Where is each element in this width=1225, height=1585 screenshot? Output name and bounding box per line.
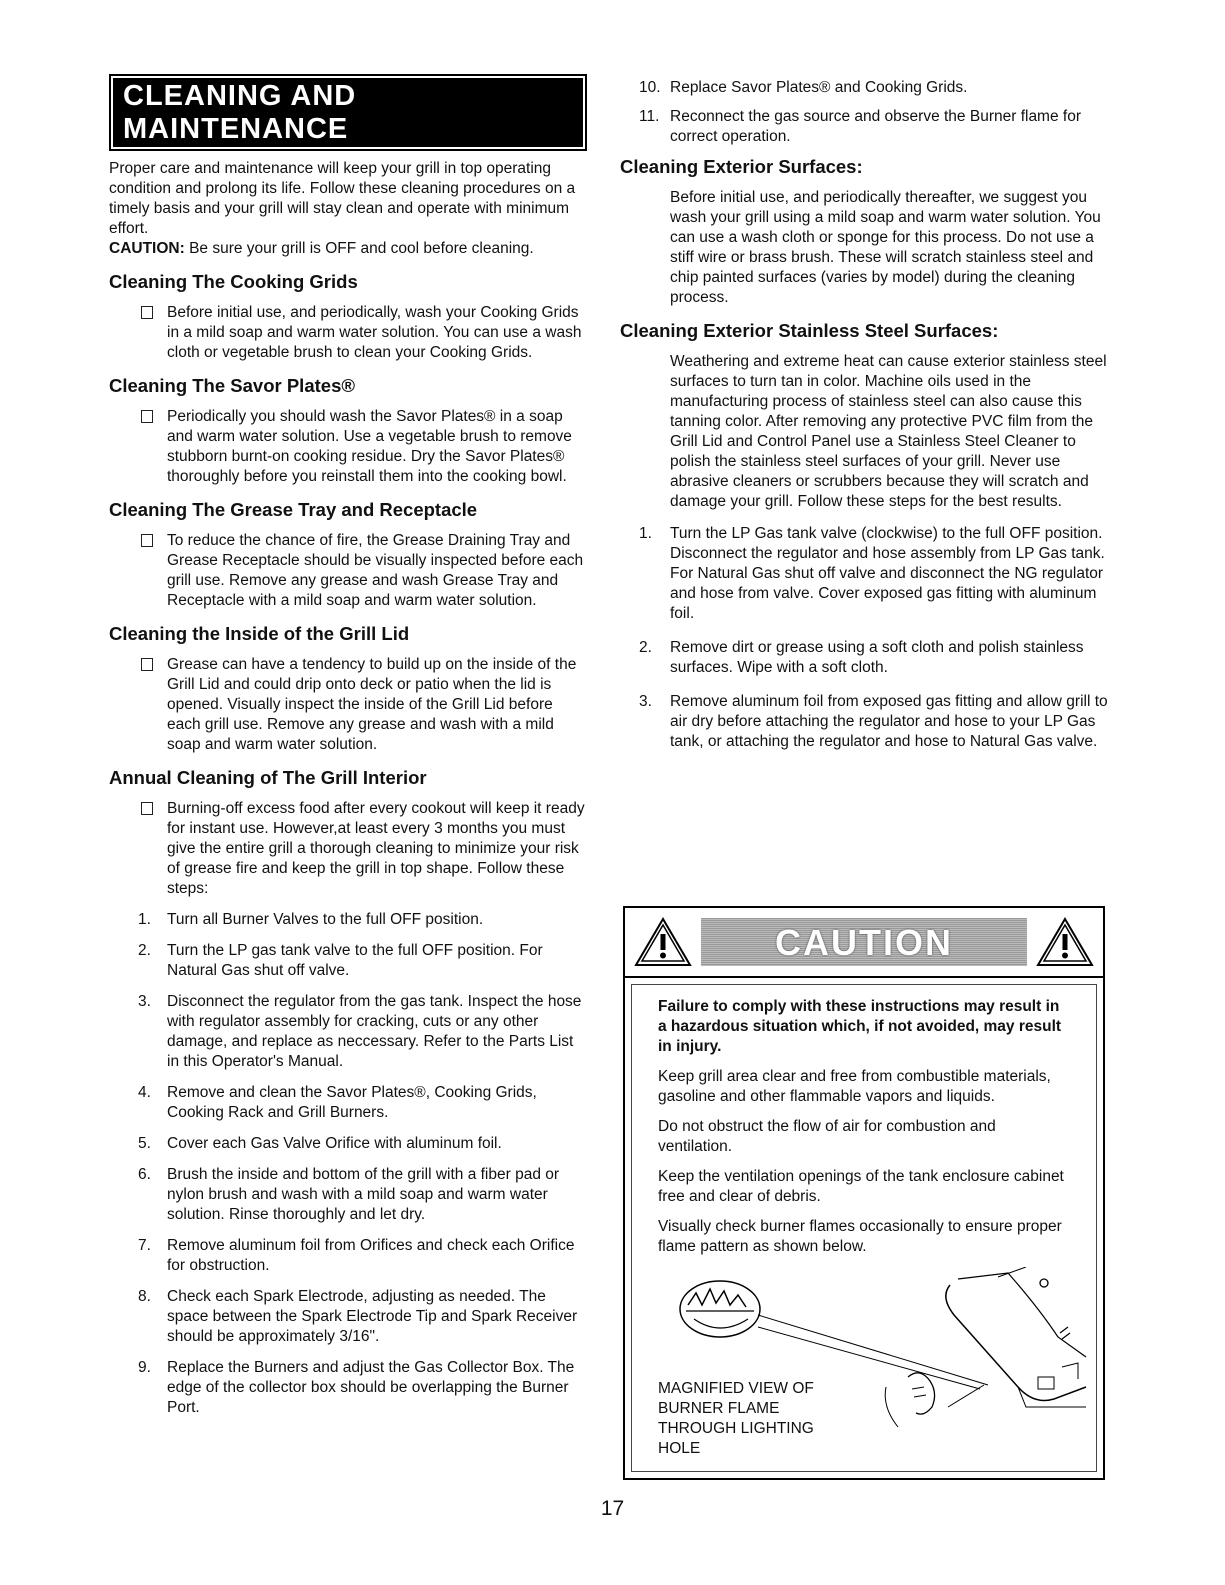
diagram-label: MAGNIFIED VIEW OF BURNER FLAME THROUGH LIGHTING HOLE [658, 1380, 814, 1457]
step-3 [109, 992, 587, 1072]
checkbox-item-annual [109, 799, 587, 899]
checkbox-icon[interactable] [141, 534, 153, 547]
step-6 [109, 1165, 587, 1225]
step-text: Brush the inside and bottom of the grill with a fiber pad or nylon brush and wash with a mild soap and warm water solution. Rinse thoroughly and let dry. [167, 1166, 560, 1223]
checkbox-icon[interactable] [141, 306, 153, 319]
step-number: 7. [138, 1237, 151, 1254]
caution-note [109, 239, 587, 259]
step-number: 5. [138, 1135, 151, 1152]
step-text: Replace Savor Plates® and Cooking Grids. [670, 79, 968, 96]
stainless-text: Weathering and extreme heat can cause exterior stainless steel surfaces to turn tan in color. Machine oils used in the manufacturing process of stainless steel can also cause this tanning color. After removing any protective PVC film from the Grill Lid and Control Panel use a Stainless Steel Cleaner to polish the stainless steel surfaces of your grill. Never use abrasive cleaners or scrubbers because they will scratch and damage your grill. Follow these steps for the best results. [670, 353, 1107, 510]
step-number: 2. [639, 639, 652, 656]
step-7 [109, 1236, 587, 1276]
heading-annual-cleaning: Annual Cleaning of The Grill Interior [109, 767, 427, 788]
burner-flame-diagram [658, 1267, 1070, 1457]
caution-header [625, 908, 1103, 978]
caution-warning: Failure to comply with these instructions may result in a hazardous situation which, if not avoided, may result in injury. [658, 998, 1062, 1055]
heading-exterior-surfaces: Cleaning Exterior Surfaces: [620, 156, 863, 177]
heading-grill-lid: Cleaning the Inside of the Grill Lid [109, 623, 410, 644]
step-number: 10. [639, 79, 661, 96]
page-number: 17 [600, 1497, 625, 1520]
step-text: Disconnect the regulator from the gas tank. Inspect the hose with regulator assembly for cracking, cuts or any other damage, and replace as neccessary. Refer to the Parts List in this Operator's Manual. [167, 993, 582, 1070]
step-text: Check each Spark Electrode, adjusting as needed. The space between the Spark Electrode Tip and Spark Receiver should be approximately 3/16". [167, 1288, 578, 1345]
step-text: Turn the LP gas tank valve to the full OFF position. For Natural Gas shut off valve. [167, 942, 543, 979]
step-text: Remove dirt or grease using a soft cloth and polish stainless surfaces. Wipe with a soft cloth. [670, 639, 1084, 676]
caution-box [623, 906, 1105, 1480]
step-number: 1. [639, 525, 652, 542]
step-8 [109, 1287, 587, 1347]
step-2 [109, 941, 587, 981]
step-number: 11. [639, 108, 660, 125]
caution-paragraph-4: Visually check burner flames occasionally to ensure proper flame pattern as shown below. [658, 1218, 1062, 1255]
step-text: Remove aluminum foil from Orifices and check each Orifice for obstruction. [167, 1237, 575, 1274]
item-text: Grease can have a tendency to build up on the inside of the Grill Lid and could drip onto deck or patio when the lid is opened. Visually inspect the inside of the Grill Lid before each grill use. Remove any grease and wash with a mild soap and warm water solution. [167, 656, 577, 753]
step-text: Reconnect the gas source and observe the Burner flame for correct operation. [670, 108, 1081, 145]
step-number: 4. [138, 1084, 151, 1101]
caution-paragraph-1: Keep grill area clear and free from combustible materials, gasoline and other flammable vapors and liquids. [658, 1068, 1051, 1105]
checkbox-item-lid [109, 655, 587, 755]
step-number: 6. [138, 1166, 151, 1183]
step-5 [109, 1134, 587, 1154]
step-number: 9. [138, 1359, 151, 1376]
section-banner: CLEANING AND MAINTENANCE [109, 74, 587, 151]
step-text: Remove aluminum foil from exposed gas fitting and allow grill to air dry before attaching the regulator and hose to your LP Gas tank, or attaching the regulator and hose to Natural Gas valve. [670, 693, 1108, 750]
caution-note-text: Be sure your grill is OFF and cool before cleaning. [184, 240, 534, 257]
step-number: 2. [138, 942, 151, 959]
step-text: Replace the Burners and adjust the Gas Collector Box. The edge of the collector box should be overlapping the Burner Port. [167, 1359, 575, 1416]
item-text: Before initial use, and periodically, wash your Cooking Grids in a mild soap and warm water solution. You can use a wash cloth or vegetable brush to clean your Cooking Grids. [167, 304, 582, 361]
stainless-step-2 [620, 638, 1108, 678]
stainless-step-1 [620, 524, 1108, 624]
step-text: Turn all Burner Valves to the full OFF position. [167, 911, 484, 928]
step-number: 3. [639, 693, 652, 710]
heading-grease-tray: Cleaning The Grease Tray and Receptacle [109, 499, 478, 520]
heading-savor-plates: Cleaning The Savor Plates® [109, 375, 355, 396]
step-4 [109, 1083, 587, 1123]
item-text: Periodically you should wash the Savor Plates® in a soap and warm water solution. Use a vegetable brush to remove stubborn burnt-on cooking residue. Dry the Savor Plates® thoroughly before you reinstall them into the cooking bowl. [167, 408, 572, 485]
caution-paragraph-3: Keep the ventilation openings of the tank enclosure cabinet free and clear of debris. [658, 1168, 1064, 1205]
checkbox-item-grids [109, 303, 587, 363]
warning-triangle-icon [1035, 916, 1095, 968]
checkbox-item-grease [109, 531, 587, 611]
right-column [620, 78, 1108, 761]
step-text: Remove and clean the Savor Plates®, Cooking Grids, Cooking Rack and Grill Burners. [167, 1084, 537, 1121]
left-column [109, 70, 587, 1429]
step-text: Cover each Gas Valve Orifice with aluminum foil. [167, 1135, 502, 1152]
checkbox-item-savor [109, 407, 587, 487]
checkbox-icon[interactable] [141, 658, 153, 671]
caution-title: CAUTION [775, 922, 953, 963]
caution-paragraph-2: Do not obstruct the flow of air for combustion and ventilation. [658, 1118, 996, 1155]
step-text: Turn the LP Gas tank valve (clockwise) to the full OFF position. Disconnect the regulator and hose assembly from LP Gas tank. For Natural Gas shut off valve and disconnect the NG regulator and hose from valve. Cover exposed gas fitting with aluminum foil. [670, 525, 1105, 622]
heading-stainless-surfaces: Cleaning Exterior Stainless Steel Surfaces: [620, 320, 999, 341]
step-number: 3. [138, 993, 151, 1010]
heading-cooking-grids: Cleaning The Cooking Grids [109, 271, 358, 292]
step-11 [620, 107, 1108, 147]
step-10 [620, 78, 1108, 98]
exterior-text: Before initial use, and periodically thereafter, we suggest you wash your grill using a mild soap and warm water solution. You can use a wash cloth or sponge for this process. Do not use a stiff wire or brass brush. These will scratch stainless steel and chip painted surfaces (varies by model) during the cleaning process. [670, 189, 1101, 306]
caution-body [631, 984, 1097, 1472]
stainless-step-3 [620, 692, 1108, 752]
checkbox-icon[interactable] [141, 802, 153, 815]
checkbox-icon[interactable] [141, 410, 153, 423]
step-1 [109, 910, 587, 930]
item-text: To reduce the chance of fire, the Grease Draining Tray and Grease Receptacle should be visually inspected before each grill use. Remove any grease and wash Grease Tray and Receptacle with a mild soap and warm water solution. [167, 532, 584, 609]
annual-steps-list [109, 910, 587, 1418]
step-9 [109, 1358, 587, 1418]
item-text: Burning-off excess food after every cookout will keep it ready for instant use. However,at least every 3 months you must give the entire grill a thorough cleaning to minimize your risk of grease fire and keep the grill in top shape. Follow these steps: [167, 800, 585, 897]
step-number: 8. [138, 1288, 151, 1305]
step-number: 1. [138, 911, 151, 928]
intro-text: Proper care and maintenance will keep your grill in top operating condition and prolong its life. Follow these cleaning procedures on a timely basis and your grill will stay clean and operate with minimum effort. [109, 160, 576, 237]
caution-note-lead: CAUTION: [109, 240, 185, 257]
